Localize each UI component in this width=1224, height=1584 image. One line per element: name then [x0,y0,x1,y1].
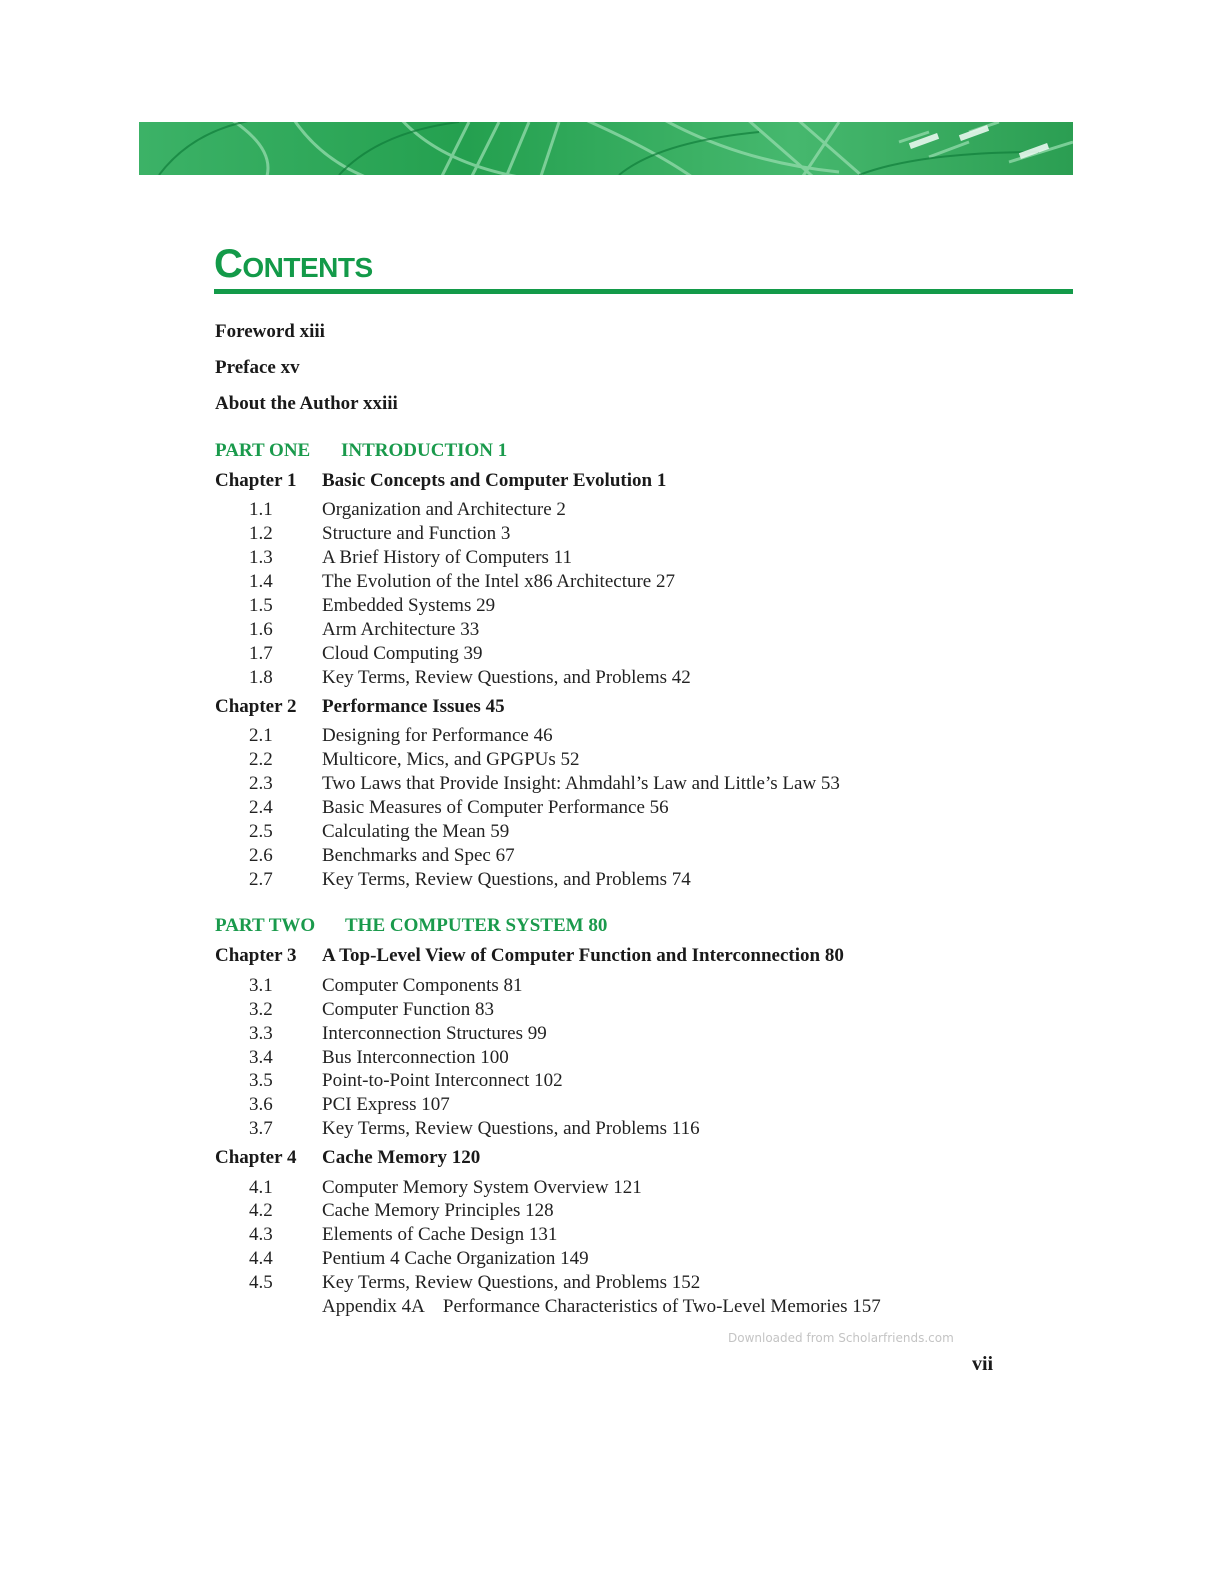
section-number: 1.3 [249,547,273,568]
section-number: 4.4 [249,1248,273,1269]
appendix-title: Performance Characteristics of Two-Level Memories 157 [442,1296,881,1317]
page-title: Contents [214,242,373,286]
section-title: Embedded Systems 29 [322,595,496,616]
toc-section[interactable] [249,571,675,593]
section-number: 4.5 [249,1272,273,1293]
chapter-label: Chapter 1 [215,470,297,491]
toc-section[interactable] [249,749,580,771]
section-title: Computer Memory System Overview 121 [322,1177,642,1198]
toc-section[interactable] [249,1023,547,1045]
section-title: Elements of Cache Design 131 [322,1224,558,1245]
section-title: Computer Function 83 [322,999,495,1020]
toc-chapter-2[interactable] [215,696,505,718]
toc-entry-about-author[interactable]: About the Author xxiii [215,393,398,414]
toc-section[interactable] [249,1272,701,1294]
toc-chapter-1[interactable] [215,470,667,492]
section-number: 2.6 [249,845,273,866]
section-title: Pentium 4 Cache Organization 149 [322,1248,589,1269]
toc-section[interactable] [249,595,496,617]
section-number: 3.4 [249,1047,273,1068]
chapter-title: Performance Issues 45 [322,696,505,717]
toc-section[interactable] [249,1047,509,1069]
toc-section[interactable] [249,975,523,997]
title-divider [214,289,1073,294]
section-number: 3.3 [249,1023,273,1044]
section-title: A Brief History of Computers 11 [322,547,572,568]
section-title: The Evolution of the Intel x86 Architecture 27 [322,571,675,592]
toc-section[interactable] [249,821,510,843]
section-number: 2.3 [249,773,273,794]
toc-section[interactable] [249,1070,563,1092]
download-watermark: Downloaded from Scholarfriends.com [728,1331,954,1345]
chapter-label: Chapter 2 [215,696,297,717]
section-title: Key Terms, Review Questions, and Problems 116 [322,1118,700,1139]
toc-part-two[interactable] [215,915,608,937]
section-title: Interconnection Structures 99 [322,1023,547,1044]
toc-section[interactable] [249,1094,450,1116]
toc-chapter-4[interactable] [215,1147,481,1169]
section-title: Point-to-Point Interconnect 102 [322,1070,563,1091]
part-title: THE COMPUTER SYSTEM 80 [345,915,608,936]
section-number: 2.4 [249,797,273,818]
section-title: Bus Interconnection 100 [322,1047,509,1068]
toc-section[interactable] [249,499,566,521]
page-number: vii [972,1353,994,1375]
chapter-label: Chapter 3 [215,945,297,966]
section-number: 4.3 [249,1224,273,1245]
section-number: 1.4 [249,571,273,592]
section-title: Key Terms, Review Questions, and Problems 74 [322,869,691,890]
toc-section[interactable] [249,619,480,641]
section-number: 1.2 [249,523,273,544]
section-title: Structure and Function 3 [322,523,511,544]
part-number: PART ONE [215,440,311,461]
section-title: Key Terms, Review Questions, and Problems 42 [322,667,691,688]
section-title: Computer Components 81 [322,975,523,996]
section-title: Two Laws that Provide Insight: Ahmdahl’s Law and Little’s Law 53 [322,773,840,794]
toc-entry-preface[interactable]: Preface xv [215,357,300,378]
part-title: INTRODUCTION 1 [341,440,508,461]
section-title: Key Terms, Review Questions, and Problems 152 [322,1272,701,1293]
chapter-title: A Top-Level View of Computer Function and Interconnection 80 [322,945,844,966]
toc-appendix-4a[interactable] [322,1296,881,1318]
toc-section[interactable] [249,845,515,867]
section-title: Benchmarks and Spec 67 [322,845,515,866]
header-banner-image [139,122,1073,175]
section-number: 2.7 [249,869,273,890]
section-title: Arm Architecture 33 [322,619,480,640]
section-number: 1.7 [249,643,273,664]
toc-part-one[interactable] [215,440,508,462]
section-title: Cloud Computing 39 [322,643,483,664]
toc-section[interactable] [249,869,691,891]
section-number: 2.1 [249,725,273,746]
toc-section[interactable] [249,547,572,569]
section-number: 3.5 [249,1070,273,1091]
chapter-title: Basic Concepts and Computer Evolution 1 [322,470,667,491]
toc-section[interactable] [249,1118,700,1140]
section-number: 4.1 [249,1177,273,1198]
section-number: 2.2 [249,749,273,770]
toc-section[interactable] [249,999,495,1021]
section-title: Cache Memory Principles 128 [322,1200,554,1221]
section-title: Calculating the Mean 59 [322,821,510,842]
appendix-label: Appendix 4A [322,1296,425,1317]
toc-chapter-3[interactable] [215,945,844,967]
chapter-label: Chapter 4 [215,1147,297,1168]
section-number: 3.7 [249,1118,273,1139]
part-number: PART TWO [215,915,316,936]
toc-section[interactable] [249,667,691,689]
section-number: 1.6 [249,619,273,640]
section-number: 4.2 [249,1200,273,1221]
section-number: 3.1 [249,975,273,996]
toc-section[interactable] [249,797,669,819]
section-title: Designing for Performance 46 [322,725,553,746]
section-title: Organization and Architecture 2 [322,499,566,520]
section-number: 1.5 [249,595,273,616]
toc-section[interactable] [249,1177,642,1199]
section-number: 2.5 [249,821,273,842]
section-number: 3.6 [249,1094,273,1115]
toc-section[interactable] [249,643,483,665]
toc-entry-foreword[interactable]: Foreword xiii [215,321,325,342]
section-number: 3.2 [249,999,273,1020]
toc-section[interactable] [249,523,511,545]
section-title: Multicore, Mics, and GPGPUs 52 [322,749,580,770]
chapter-title: Cache Memory 120 [322,1147,481,1168]
section-title: Basic Measures of Computer Performance 56 [322,797,669,818]
toc-section[interactable] [249,773,840,795]
toc-section[interactable] [249,1248,589,1270]
toc-section[interactable] [249,1224,558,1246]
section-title: PCI Express 107 [322,1094,450,1115]
section-number: 1.1 [249,499,273,520]
toc-section[interactable] [249,725,553,747]
section-number: 1.8 [249,667,273,688]
toc-section[interactable] [249,1200,554,1222]
